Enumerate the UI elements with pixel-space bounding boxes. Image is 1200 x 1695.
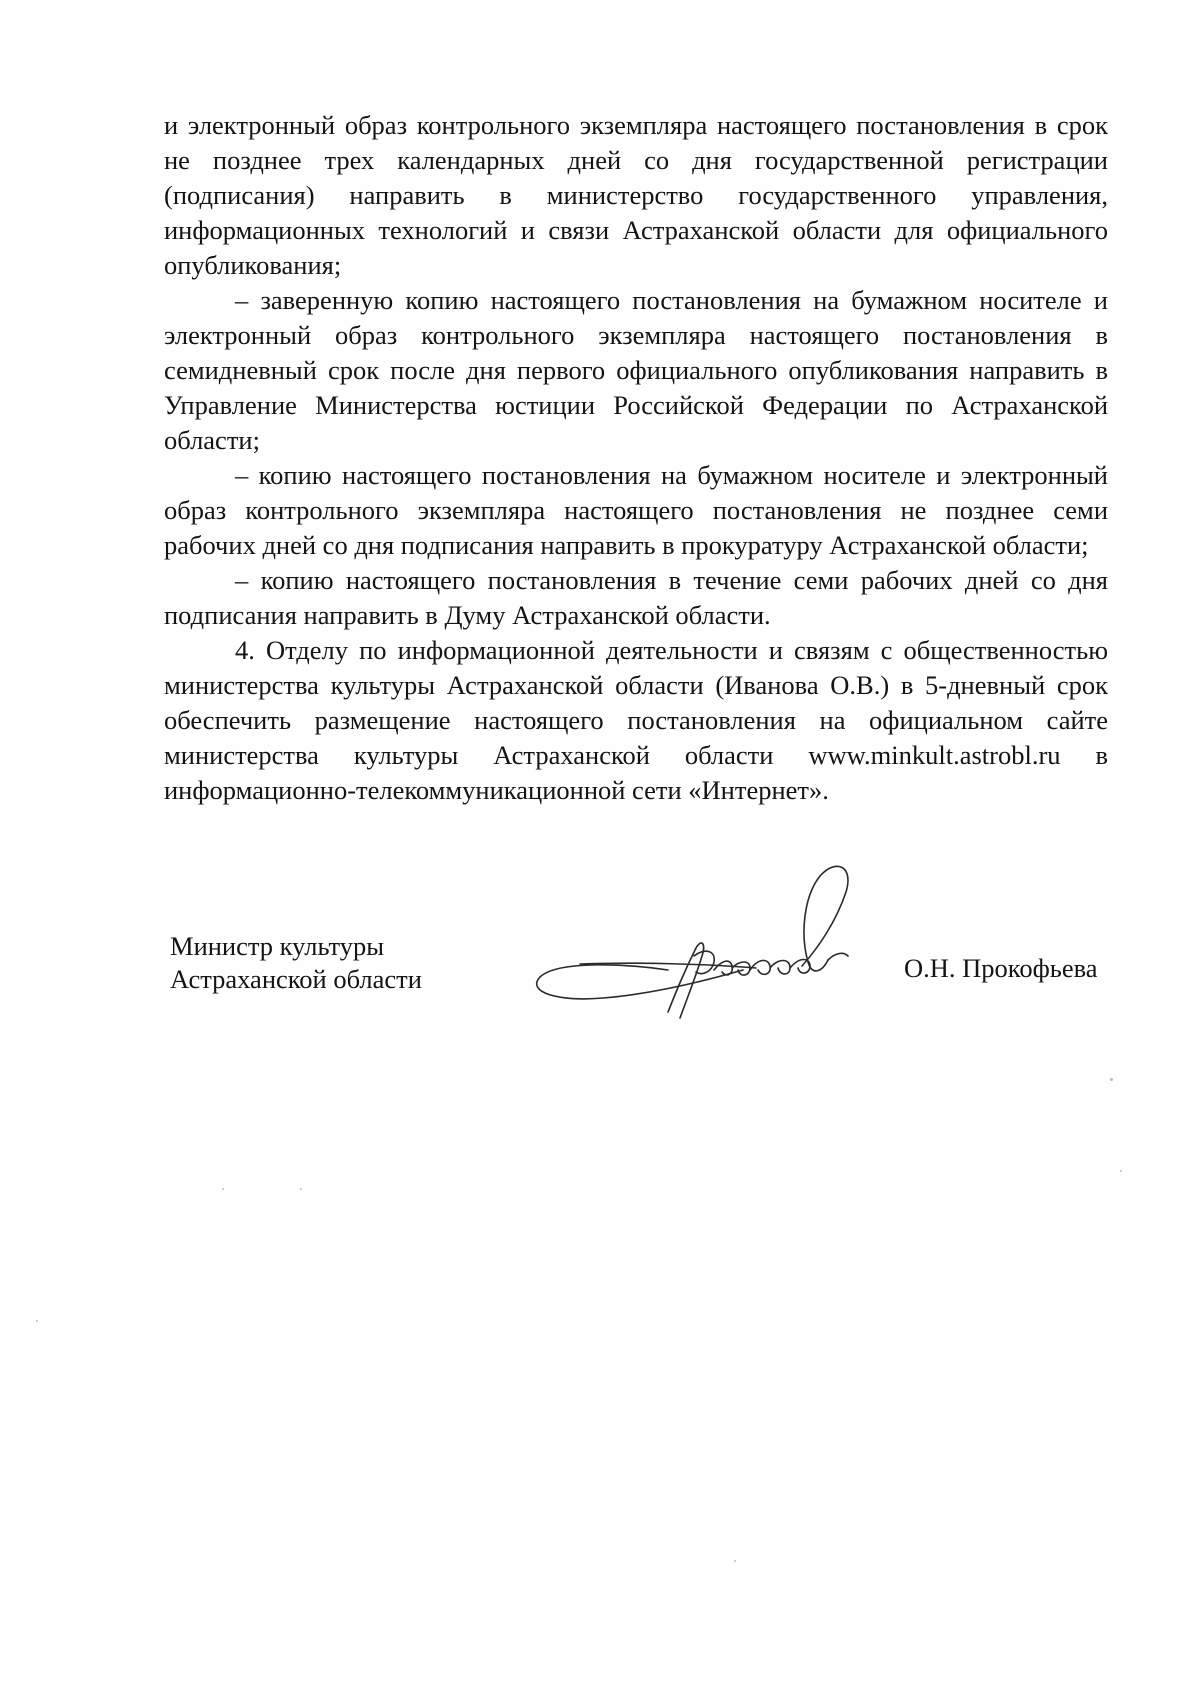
scan-speck <box>1120 1170 1122 1172</box>
paragraph-4: – копию настоящего постановления в течение семи рабочих дней со дня подписания направить в Думу Астраханской области. <box>164 565 1108 630</box>
scan-speck <box>734 1560 736 1562</box>
scan-speck <box>300 1188 302 1190</box>
scan-speck <box>222 1188 224 1190</box>
paragraph-5: 4. Отделу по информационной деятельности и связям с общественностью министерства культуры Астраханской области (Иванова О.В.) в 5-дневный срок обеспечить размещение настоящего постановления на официальном сайте министерства культуры Астраханской области www.minkult.astrobl.ru в информационно-телекоммуникационной сети «Интернет». <box>164 635 1108 805</box>
document-body <box>164 108 1108 808</box>
handwritten-signature-icon <box>518 852 878 1042</box>
scan-speck <box>1110 1078 1113 1081</box>
signer-title-line-2: Астраханской области <box>170 964 422 994</box>
paragraph-2: – заверенную копию настоящего постановления на бумажном носителе и электронный образ контрольного экземпляра настоящего постановления в семидневный срок после дня первого официального опубликования направить в Управление Министерства юстиции Российской Федерации по Астраханской области; <box>164 285 1108 455</box>
signer-name: О.Н. Прокофьева <box>904 953 1098 983</box>
signer-title <box>170 930 470 996</box>
signature-block <box>170 930 1110 1040</box>
scan-speck <box>36 1320 38 1322</box>
signer-title-line-1: Министр культуры <box>170 931 385 961</box>
paragraph-3: – копию настоящего постановления на бумажном носителе и электронный образ контрольного экземпляра настоящего постановления не позднее семи рабочих дней со дня подписания направить в прокуратуру Астраханской области; <box>164 460 1108 560</box>
paragraph-1: и электронный образ контрольного экземпляра настоящего постановления в срок не позднее трех календарных дней со дня государственной регистрации (подписания) направить в министерство государственного управления, информационных технологий и связи Астраханской области для официального опубликования; <box>164 110 1108 280</box>
